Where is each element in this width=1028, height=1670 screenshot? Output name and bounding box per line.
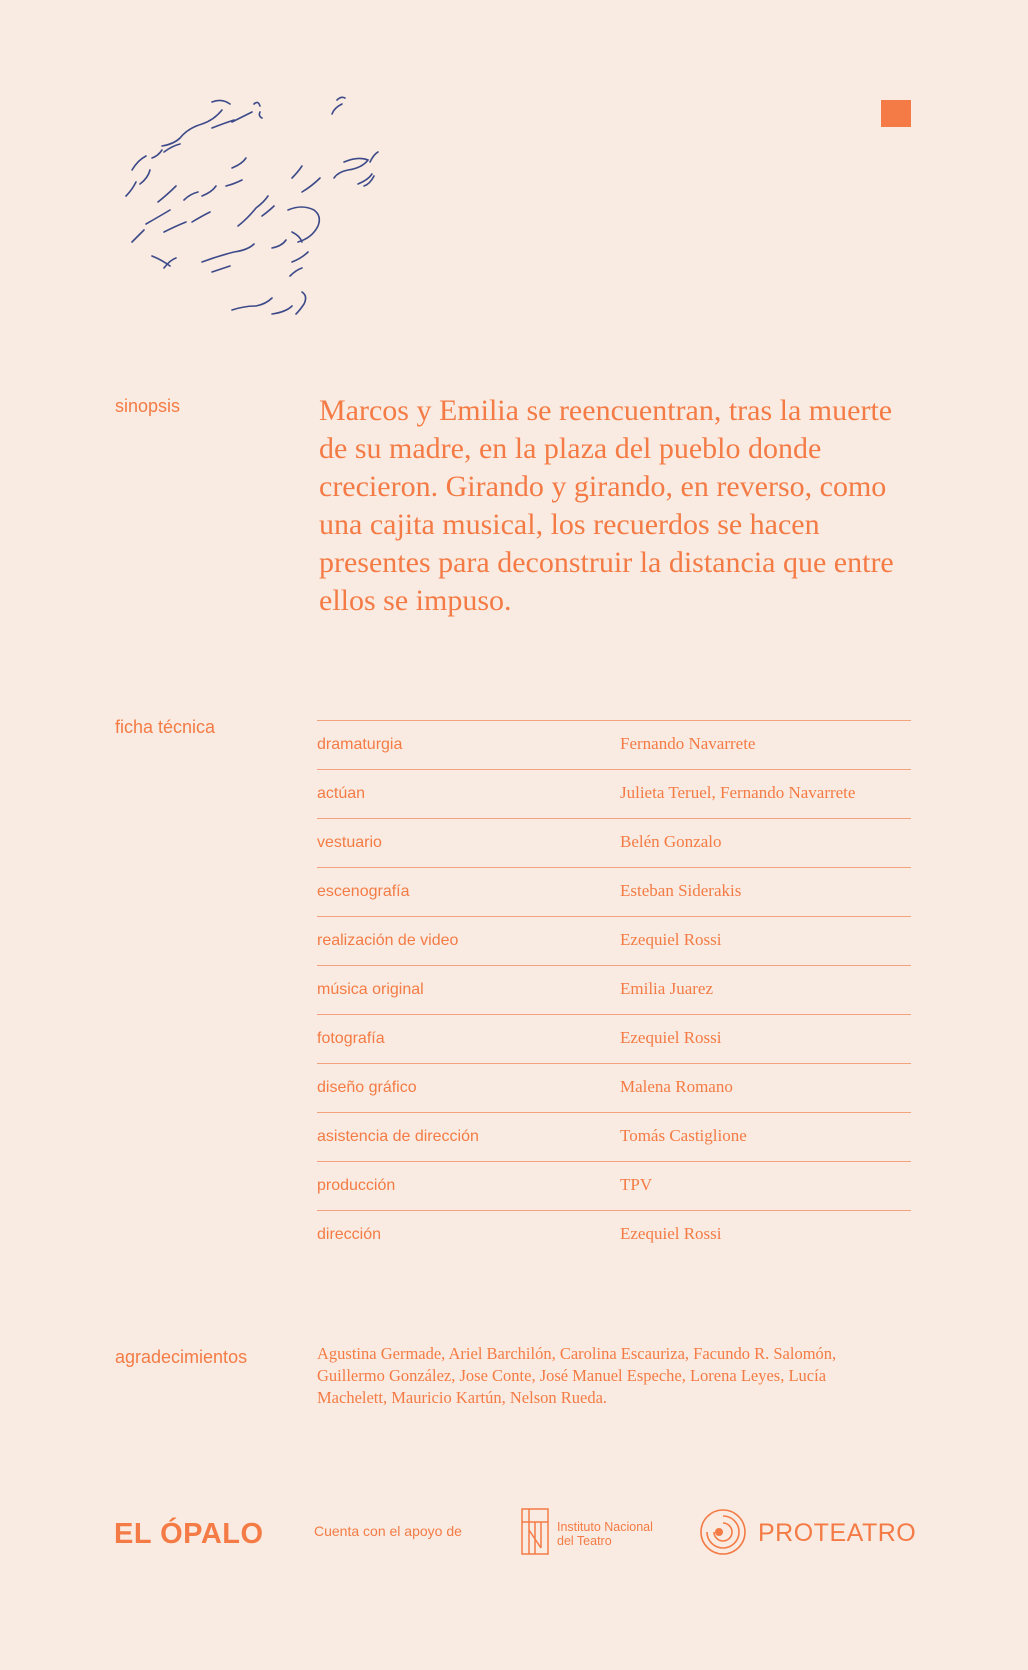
credit-row xyxy=(317,1211,911,1259)
credit-role: dirección xyxy=(317,1226,382,1243)
credit-role: asistencia de dirección xyxy=(317,1128,479,1145)
credit-name: TPV xyxy=(620,1175,653,1194)
credit-row xyxy=(317,917,911,966)
credit-name: Tomás Castiglione xyxy=(620,1126,747,1145)
credit-role: fotografía xyxy=(317,1030,385,1047)
credit-row xyxy=(317,868,911,917)
credit-role: realización de video xyxy=(317,932,459,949)
credit-role: dramaturgia xyxy=(317,736,403,753)
credit-row xyxy=(317,966,911,1015)
credit-name: Julieta Teruel, Fernando Navarrete xyxy=(620,783,856,802)
instituto-nacional-line2: del Teatro xyxy=(557,1534,612,1548)
credit-row xyxy=(317,721,911,770)
instituto-nacional-logo-icon xyxy=(521,1508,549,1555)
instituto-nacional-name xyxy=(557,1520,653,1548)
synopsis-label: sinopsis xyxy=(115,396,181,416)
credit-name: Emilia Juarez xyxy=(620,979,713,998)
el-opalo-logo: EL ÓPALO xyxy=(114,1518,264,1550)
credit-role: producción xyxy=(317,1177,396,1194)
credit-name: Fernando Navarrete xyxy=(620,734,756,753)
credit-row xyxy=(317,1162,911,1211)
credit-name: Esteban Siderakis xyxy=(620,881,742,900)
credit-role: actúan xyxy=(317,785,366,802)
proteatro-logo xyxy=(699,1508,917,1556)
credits-label: ficha técnica xyxy=(115,717,216,737)
credit-name: Belén Gonzalo xyxy=(620,832,722,851)
credit-name: Ezequiel Rossi xyxy=(620,1028,722,1047)
thanks-label: agradecimientos xyxy=(115,1347,248,1367)
credit-name: Ezequiel Rossi xyxy=(620,930,722,949)
credit-role: vestuario xyxy=(317,834,382,851)
credit-role: diseño gráfico xyxy=(317,1079,417,1096)
accent-square xyxy=(881,100,911,127)
proteatro-name: PROTEATRO xyxy=(758,1519,917,1547)
credit-row xyxy=(317,1064,911,1113)
credit-row xyxy=(317,1015,911,1064)
thanks-text: Agustina Germade, Ariel Barchilón, Carolina Escauriza, Facundo R. Salomón, Guillermo González, Jose Conte, José Manuel Espeche, Lorena Leyes, Lucía Machelett, Mauricio Kartún, Nelson Rueda. xyxy=(317,1344,837,1407)
credit-row xyxy=(317,770,911,819)
credit-role: escenografía xyxy=(317,883,410,900)
credits-table xyxy=(317,720,911,1259)
support-text: Cuenta con el apoyo de xyxy=(314,1523,462,1539)
credit-row xyxy=(317,1113,911,1162)
credit-row xyxy=(317,819,911,868)
scribble-illustration xyxy=(112,92,402,327)
credit-name: Ezequiel Rossi xyxy=(620,1224,722,1243)
instituto-nacional-logo xyxy=(521,1508,671,1558)
synopsis-text: Marcos y Emilia se reencuentran, tras la muerte de su madre, en la plaza del pueblo donde crecieron. Girando y girando, en reverso, como una cajita musical, los recuerdos se hacen presentes para deconstruir la distancia que entre ellos se impuso. xyxy=(319,394,894,617)
instituto-nacional-line1: Instituto Nacional xyxy=(557,1520,653,1534)
credit-role: música original xyxy=(317,981,424,998)
credit-name: Malena Romano xyxy=(620,1077,733,1096)
proteatro-logo-icon xyxy=(699,1508,747,1556)
